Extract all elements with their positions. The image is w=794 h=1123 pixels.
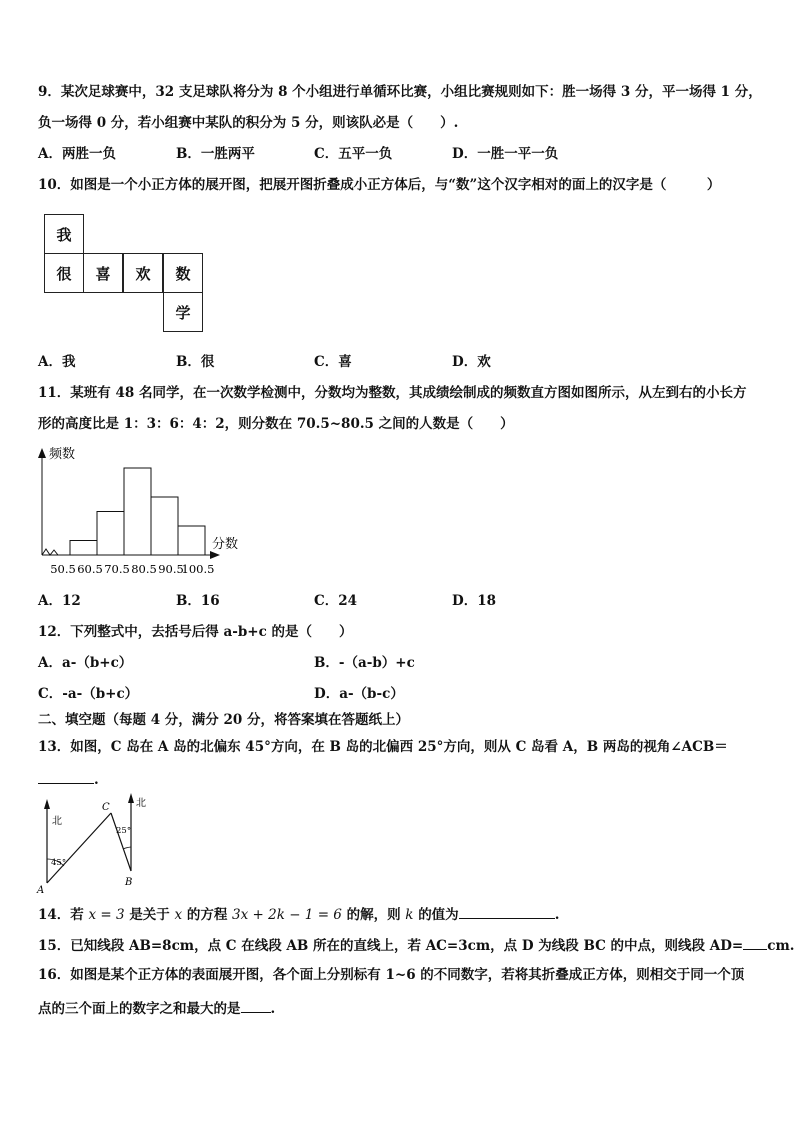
q10-option-c: C．喜 <box>314 354 352 370</box>
tick-label-5: 90.5 <box>158 562 184 576</box>
angle-label-a: 45° <box>51 858 67 868</box>
q9-option-d: D．一胜一平一负 <box>452 146 559 162</box>
q12-line1: 12．下列整式中，去括号后得 a-b+c 的是（ ） <box>38 624 353 640</box>
angle-arc-b <box>123 847 131 849</box>
q14-variable-x: x <box>174 907 183 923</box>
q16-line2: 点的三个面上的数字之和最大的是 . <box>38 998 275 1018</box>
cube-cell-shu: 数 <box>163 253 203 293</box>
cube-cell-huan: 欢 <box>123 253 163 293</box>
axis-break-mark <box>42 549 70 555</box>
section-heading: 二、填空题（每题 4 分，满分 20 分，将答案填在答题纸上） <box>38 712 409 728</box>
y-axis-arrow <box>38 448 46 458</box>
q9-option-a: A．两胜一负 <box>38 146 116 162</box>
q13-answer-blank[interactable] <box>38 769 94 784</box>
point-label-c: C <box>102 802 110 813</box>
q11-option-d: D．18 <box>452 593 496 609</box>
q14-equation-x: x = 3 <box>88 907 125 923</box>
q9-line2: 负一场得 0 分，若小组赛中某队的积分为 5 分，则该队必是（ ）. <box>38 115 459 131</box>
island-bearing-figure <box>34 793 159 895</box>
histogram-bar-3 <box>124 468 151 555</box>
north-label-b: 北 <box>136 798 146 809</box>
q16-answer-blank[interactable] <box>241 998 271 1013</box>
q11-option-a: A．12 <box>38 593 81 609</box>
histogram-bar-2 <box>97 512 124 556</box>
north-label-a: 北 <box>52 816 62 827</box>
q10-option-b: B．很 <box>176 354 215 370</box>
q10-line1: 10．如图是一个小正方体的展开图，把展开图折叠成小正方体后，与“数”这个汉字相对的面上的汉字是（ ） <box>38 177 721 193</box>
q14-equation: 3x + 2k − 1 = 6 <box>232 907 342 923</box>
q12-option-b: B．-（a-b）+c <box>314 655 415 671</box>
x-axis-label: 分数 <box>212 537 239 552</box>
q15-answer-blank[interactable] <box>743 935 767 950</box>
cube-cell-xi: 喜 <box>83 253 123 293</box>
q13-line1: 13．如图，C 岛在 A 岛的北偏东 45°方向，在 B 岛的北偏西 25°方向，则从 C 岛看 A，B 两岛的视角∠ACB＝ <box>38 739 728 755</box>
q14-line: 14．若 x = 3 是关于 x 的方程 3x + 2k − 1 = 6 的解，则 k 的值为 . <box>38 904 559 924</box>
segment-cb <box>111 813 131 871</box>
cube-cell-wo: 我 <box>44 214 84 254</box>
cube-cell-hen: 很 <box>44 253 84 293</box>
angle-label-b: 25° <box>116 826 132 836</box>
q15-line: 15．已知线段 AB=8cm，点 C 在线段 AB 所在的直线上，若 AC=3cm，点 D 为线段 BC 的中点，则线段 AD= cm. <box>38 935 794 955</box>
north-arrow-b <box>128 793 134 803</box>
histogram-bars <box>70 468 205 555</box>
q9-option-c: C．五平一负 <box>314 146 393 162</box>
q16-line1: 16．如图是某个正方体的表面展开图，各个面上分别标有 1~6 的不同数字，若将其折叠成正方体，则相交于同一个顶 <box>38 967 745 983</box>
tick-label-2: 60.5 <box>77 562 103 576</box>
tick-label-1: 50.5 <box>50 562 76 576</box>
point-label-b: B <box>125 877 133 888</box>
q11-line1: 11．某班有 48 名同学，在一次数学检测中，分数均为整数，其成绩绘制成的频数直方图如图所示，从左到右的小长方 <box>38 385 747 401</box>
y-axis-label: 频数 <box>49 447 76 462</box>
north-arrow-a <box>44 799 50 809</box>
histogram-bar-4 <box>151 497 178 555</box>
cube-cell-xue: 学 <box>163 292 203 332</box>
tick-label-6: 100.5 <box>181 562 215 576</box>
histogram-bar-5 <box>178 526 205 555</box>
frequency-histogram <box>30 440 260 580</box>
q11-line2: 形的高度比是 1：3：6：4：2，则分数在 70.5~80.5 之间的人数是（ ） <box>38 416 514 432</box>
q14-answer-blank[interactable] <box>459 904 555 919</box>
q9-option-b: B．一胜两平 <box>176 146 255 162</box>
q12-option-c: C．-a-（b+c） <box>38 686 139 702</box>
histogram-tick-labels <box>50 562 214 576</box>
histogram-bar-1 <box>70 541 97 556</box>
tick-label-4: 80.5 <box>131 562 157 576</box>
q11-option-c: C．24 <box>314 593 358 609</box>
q9-line1: 9．某次足球赛中，32 支足球队将分为 8 个小组进行单循环比赛，小组比赛规则如下：胜一场得 3 分，平一场得 1 分， <box>38 84 762 100</box>
q13-line2: . <box>38 769 99 789</box>
point-label-a: A <box>37 885 45 895</box>
q12-option-d: D．a-（b-c） <box>314 686 404 702</box>
q12-option-a: A．a-（b+c） <box>38 655 133 671</box>
q10-option-a: A．我 <box>38 354 76 370</box>
q11-option-b: B．16 <box>176 593 220 609</box>
tick-label-3: 70.5 <box>104 562 130 576</box>
q14-variable-k: k <box>405 907 414 923</box>
x-axis-arrow <box>210 551 220 559</box>
q10-option-d: D．欢 <box>452 354 491 370</box>
